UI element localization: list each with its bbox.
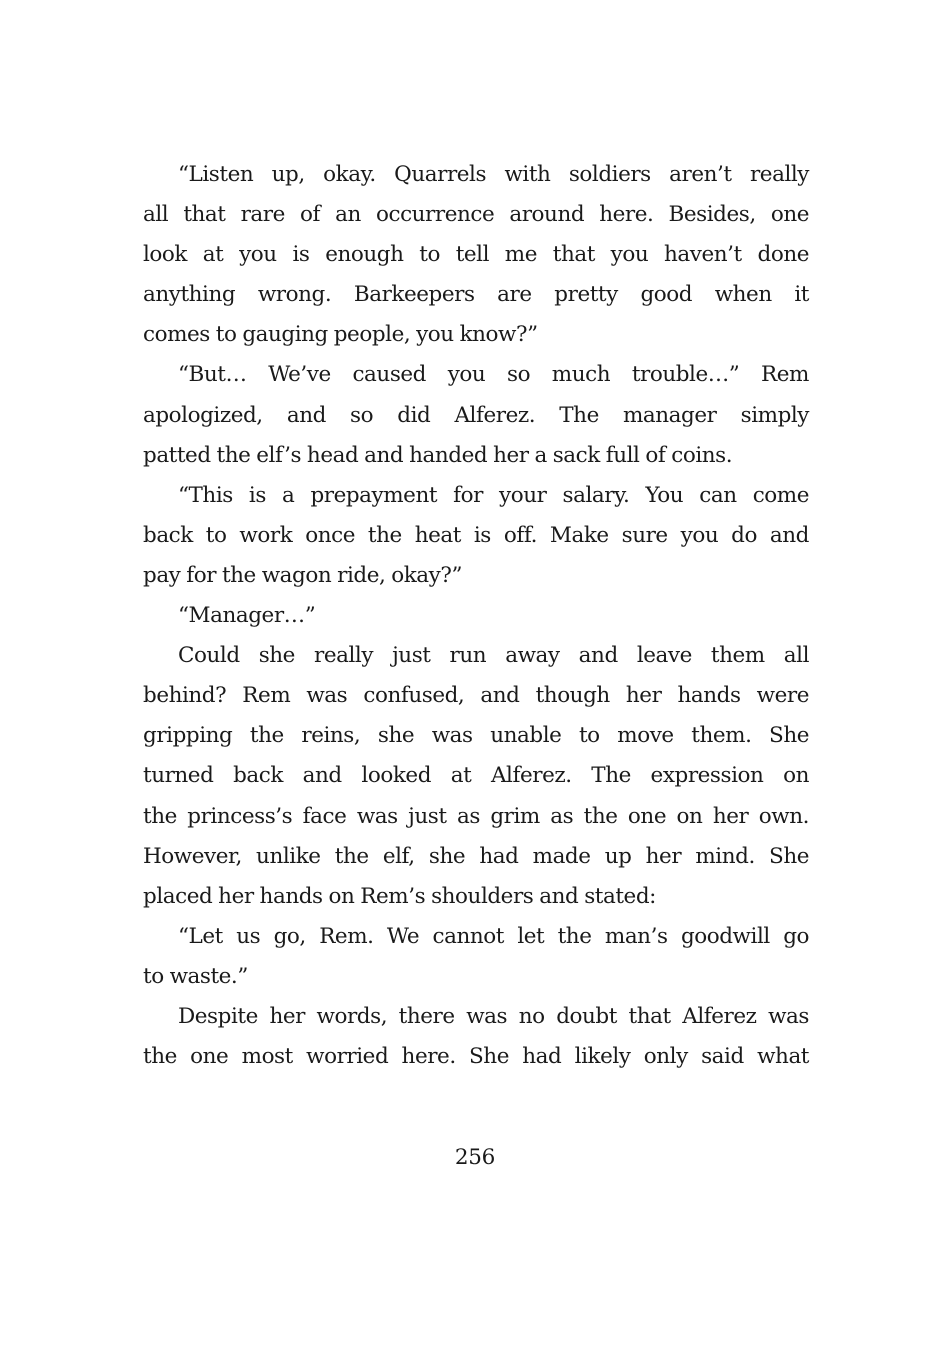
text-line: apologized, and so did Alferez. The manager simply [143, 402, 809, 428]
text-line: Could she really just run away and leave them all [178, 643, 809, 669]
text-line: turned back and looked at Alferez. The expression on [143, 763, 809, 789]
text-line: to waste.” [143, 963, 248, 989]
text-line: back to work once the heat is off. Make sure you do and [143, 522, 809, 548]
text-line: placed her hands on Rem’s shoulders and stated: [143, 883, 656, 909]
text-line: pay for the wagon ride, okay?” [143, 562, 462, 588]
text-line: behind? Rem was confused, and though her hands were [143, 683, 809, 709]
text-line: the princess’s face was just as grim as the one on her own. [143, 803, 809, 829]
text-line: “Let us go, Rem. We cannot let the man’s goodwill go [178, 923, 809, 949]
text-line: the one most worried here. She had likely only said what [143, 1044, 809, 1070]
page-number: 256 [454, 1145, 496, 1170]
text-line: gripping the reins, she was unable to move them. She [143, 723, 809, 749]
text-line: comes to gauging people, you know?” [143, 322, 538, 348]
text-line: “This is a prepayment for your salary. You can come [178, 482, 809, 508]
text-line: “Manager…” [178, 603, 316, 629]
text-line: “But… We’ve caused you so much trouble…” Rem [178, 362, 809, 388]
text-line: patted the elf’s head and handed her a sack full of coins. [143, 442, 733, 468]
text-line: “Listen up, okay. Quarrels with soldiers aren’t really [178, 162, 809, 187]
text-line: all that rare of an occurrence around here. Besides, one [143, 202, 809, 228]
text-line: look at you is enough to tell me that you haven’t done [143, 242, 809, 268]
body-text [143, 155, 809, 1077]
text-line: However, unlike the elf, she had made up her mind. She [143, 843, 809, 869]
text-line: anything wrong. Barkeepers are pretty good when it [143, 282, 809, 308]
text-line: Despite her words, there was no doubt that Alferez was [178, 1003, 809, 1029]
